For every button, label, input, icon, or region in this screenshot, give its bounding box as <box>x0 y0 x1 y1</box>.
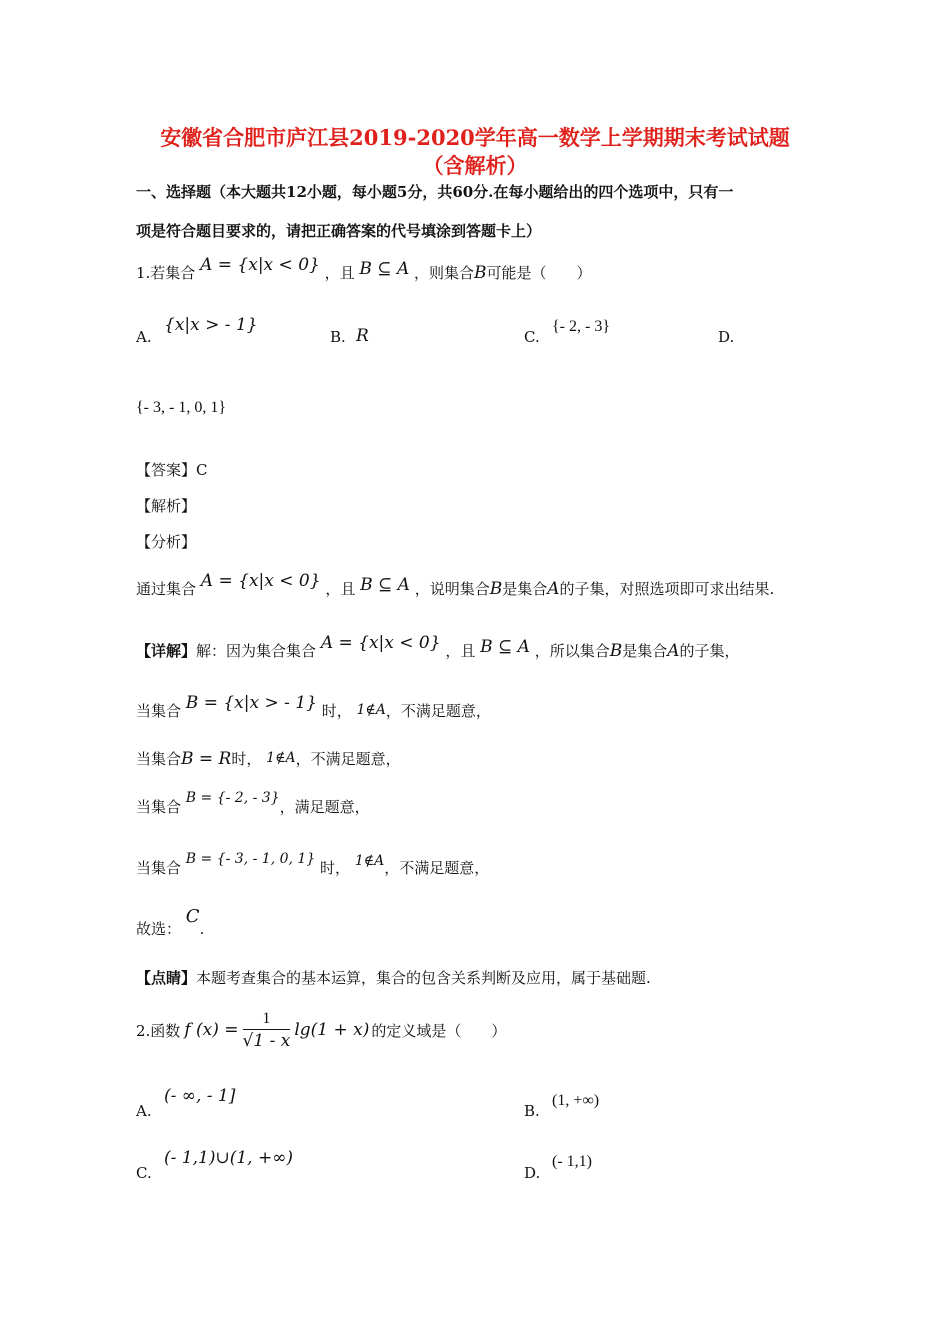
q2-option-b-value: (1, +∞) <box>552 1092 600 1109</box>
detail-text: 解：因为集合集合 <box>196 642 317 660</box>
analysis-text: ，说明集合 <box>414 580 490 598</box>
detail-text: 是集合 <box>622 642 668 660</box>
analysis-a: A <box>547 579 560 599</box>
choose-value: C <box>185 906 200 927</box>
case-text: ，满足题意， <box>279 798 370 816</box>
q2-suffix: 的定义域是（ ） <box>371 1021 507 1040</box>
q1-b: B <box>474 263 487 283</box>
q1-case-2 <box>136 748 401 769</box>
case-text: ，不满足题意， <box>384 859 490 877</box>
q1-jiexi: 【解析】 <box>136 497 197 515</box>
q2-option-a-value: (- ∞, - 1] <box>164 1086 236 1106</box>
case-text: 时， <box>321 702 352 720</box>
case-math: B = {x|x > - 1} <box>185 693 317 713</box>
q2-fraction <box>243 1009 291 1052</box>
comment-tag: 【点睛】 <box>136 969 197 987</box>
q1-choose <box>136 906 205 939</box>
question-1 <box>136 255 592 283</box>
q1-detail <box>136 633 740 661</box>
detail-text: ，且 <box>445 642 476 660</box>
q1-option-a-label: A. <box>136 328 152 346</box>
detail-a: A <box>667 641 680 661</box>
q1-option-c-value: {- 2, - 3} <box>552 318 611 335</box>
q2-option-d-label: D. <box>524 1164 541 1182</box>
q1-option-b-label: B. <box>330 328 346 346</box>
q1-case-3 <box>136 790 370 817</box>
q2-numerator: 1 <box>243 1009 291 1030</box>
detail-b: B <box>609 641 623 661</box>
q1-comment <box>136 967 651 988</box>
section-heading-cont: 项是符合题目要求的，请把正确答案的代号填涂到答题卡上） <box>136 222 542 240</box>
case-math: B = {- 2, - 3} <box>185 790 280 806</box>
q1-option-a-value: {x|x > - 1} <box>164 315 258 335</box>
q2-log: lg(1 + x) <box>294 1020 370 1040</box>
case-rel: 1∉A <box>356 702 386 718</box>
detail-tag: 【详解】 <box>136 642 197 660</box>
case-text: 当集合 <box>136 702 182 720</box>
case-text: 时， <box>231 750 262 768</box>
case-text: ，不满足题意， <box>295 750 401 768</box>
case-rel: 1∉A <box>266 750 296 766</box>
case-text: 时， <box>320 859 351 877</box>
q1-mid: ，且 <box>324 264 355 282</box>
q2-option-c-value: (- 1,1)∪(1, +∞) <box>164 1148 293 1168</box>
analysis-b: B <box>489 579 503 599</box>
q1-case-1 <box>136 693 491 721</box>
q2-option-b-label: B. <box>524 1102 540 1120</box>
case-math: B = R <box>181 749 232 769</box>
q1-prefix: 1.若集合 <box>136 264 196 282</box>
question-2 <box>136 1000 506 1060</box>
analysis-subset: B ⊆ A <box>360 575 410 595</box>
q1-analysis <box>136 571 775 599</box>
q1-suffix-b: 可能是（ ） <box>486 264 592 282</box>
analysis-text: 是集合 <box>502 580 548 598</box>
choose-text: 故选： <box>136 920 182 938</box>
comment-text: 本题考查集合的基本运算，集合的包含关系判断及应用，属于基础题. <box>196 969 651 987</box>
case-text: 当集合 <box>136 750 182 768</box>
document-title-suffix: （含解析） <box>422 153 528 178</box>
document-title: 安徽省合肥市庐江县2019-2020学年高一数学上学期期末考试试题 <box>160 125 790 150</box>
analysis-text: 通过集合 <box>136 580 197 598</box>
case-text: 当集合 <box>136 798 182 816</box>
q1-case-4 <box>136 851 490 878</box>
answer-tag: 【答案】 <box>136 461 197 479</box>
case-text: 当集合 <box>136 859 182 877</box>
analysis-text: ，且 <box>325 580 356 598</box>
detail-text: ，所以集合 <box>534 642 610 660</box>
q2-option-a-label: A. <box>136 1102 152 1120</box>
q1-suffix-a: ，则集合 <box>414 264 475 282</box>
analysis-set-a: A = {x|x < 0} <box>200 571 321 591</box>
detail-subset: B ⊆ A <box>480 637 530 657</box>
case-math: B = {- 3, - 1, 0, 1} <box>185 851 316 867</box>
q1-option-b-value: R <box>356 326 369 346</box>
q2-prefix: 2.函数 <box>136 1021 181 1040</box>
answer-value: C <box>196 461 208 479</box>
q1-answer <box>136 459 208 480</box>
q2-denominator: √1 - x <box>242 1030 291 1051</box>
case-rel: 1∉A <box>354 853 385 869</box>
section-heading: 一、选择题（本大题共12小题，每小题5分，共60分.在每小题给出的四个选项中，只有一 <box>136 183 734 201</box>
analysis-text: 的子集，对照选项即可求出结果. <box>559 580 775 598</box>
detail-set-a: A = {x|x < 0} <box>320 633 441 653</box>
q1-option-c-label: C. <box>524 328 540 346</box>
q2-option-d-value: (- 1,1) <box>552 1153 592 1170</box>
case-text: ，不满足题意， <box>385 702 491 720</box>
q2-option-c-label: C. <box>136 1164 152 1182</box>
detail-text: 的子集， <box>679 642 740 660</box>
q2-function-lhs: f (x) = <box>184 1020 239 1040</box>
q1-set-a: A = {x|x < 0} <box>200 255 320 275</box>
q1-option-d-value: {- 3, - 1, 0, 1} <box>136 399 227 416</box>
q1-option-d-label: D. <box>718 328 735 346</box>
choose-text: . <box>199 920 205 938</box>
q1-fenxi: 【分析】 <box>136 533 197 551</box>
q1-subset: B ⊆ A <box>359 259 410 279</box>
